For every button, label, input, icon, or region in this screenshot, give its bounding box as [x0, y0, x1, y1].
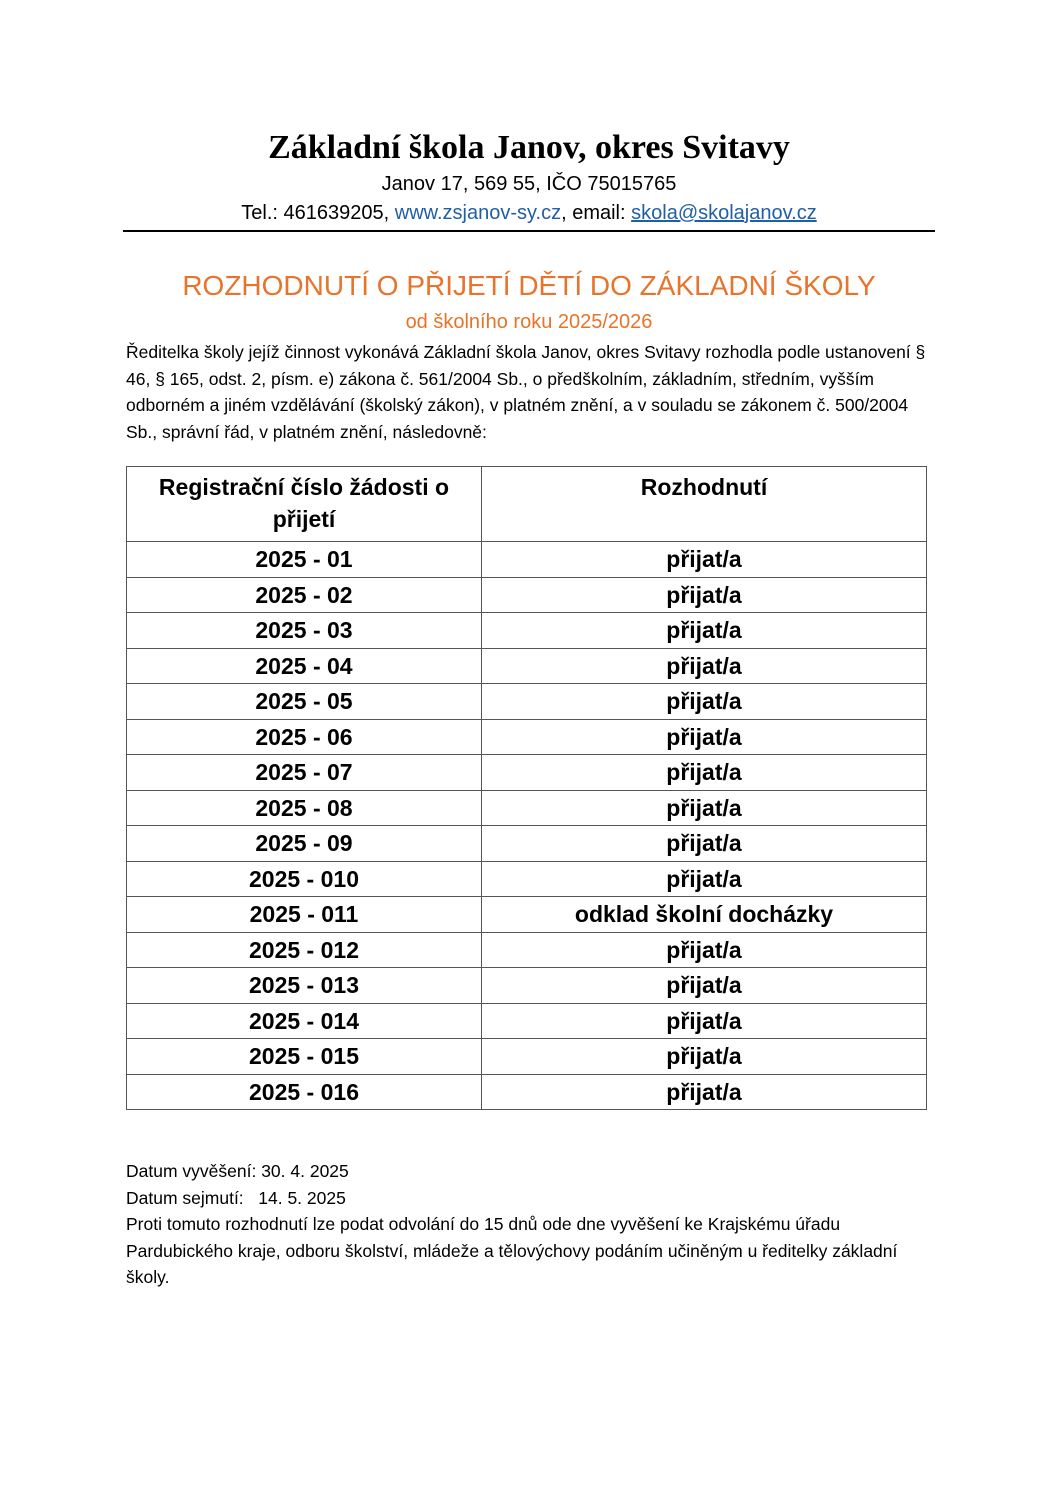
table-row — [127, 613, 927, 649]
decision-cell: přijat/a — [482, 648, 927, 684]
table-header-row — [127, 467, 927, 542]
table-row — [127, 577, 927, 613]
decision-cell: přijat/a — [482, 1003, 927, 1039]
table-row — [127, 648, 927, 684]
registration-number-cell: 2025 - 016 — [127, 1074, 482, 1110]
decision-cell: přijat/a — [482, 790, 927, 826]
table-row — [127, 1003, 927, 1039]
decision-cell: přijat/a — [482, 577, 927, 613]
decision-cell: odklad školní docházky — [482, 897, 927, 933]
registration-number-cell: 2025 - 012 — [127, 932, 482, 968]
table-row — [127, 542, 927, 578]
table-row — [127, 861, 927, 897]
registration-number-cell: 2025 - 02 — [127, 577, 482, 613]
email-link[interactable]: skola@skolajanov.cz — [631, 202, 817, 224]
table-row — [127, 719, 927, 755]
decision-cell: přijat/a — [482, 719, 927, 755]
registration-number-cell: 2025 - 010 — [127, 861, 482, 897]
decision-cell: přijat/a — [482, 1074, 927, 1110]
table-row — [127, 1039, 927, 1075]
contact-line — [0, 199, 1058, 227]
decision-cell: přijat/a — [482, 1039, 927, 1075]
school-name: Základní škola Janov, okres Svitavy — [268, 129, 790, 166]
phone-text: Tel.: 461639205, — [241, 202, 395, 224]
registration-number-cell: 2025 - 013 — [127, 968, 482, 1004]
header-divider — [123, 230, 935, 232]
column-header-registration: Registrační číslo žádosti o přijetí — [127, 467, 482, 542]
table-body — [127, 542, 927, 1110]
decision-cell: přijat/a — [482, 755, 927, 791]
decision-cell: přijat/a — [482, 826, 927, 862]
column-header-decision: Rozhodnutí — [482, 467, 927, 542]
table-row — [127, 684, 927, 720]
footer — [126, 1158, 936, 1291]
registration-number-cell: 2025 - 011 — [127, 897, 482, 933]
registration-number-cell: 2025 - 04 — [127, 648, 482, 684]
school-address: Janov 17, 569 55, IČO 75015765 — [381, 173, 677, 195]
registration-number-cell: 2025 - 07 — [127, 755, 482, 791]
website-link[interactable]: www.zsjanov-sy.cz — [394, 202, 562, 224]
registration-number-cell: 2025 - 03 — [127, 613, 482, 649]
table-row — [127, 1074, 927, 1110]
document-title: ROZHODNUTÍ O PŘIJETÍ DĚTÍ DO ZÁKLADNÍ ŠKOLY — [182, 270, 876, 301]
table-row — [127, 826, 927, 862]
table-row — [127, 755, 927, 791]
document-subtitle: od školního roku 2025/2026 — [405, 311, 653, 333]
appeal-note: Proti tomuto rozhodnutí lze podat odvolání do 15 dnů ode dne vyvěšení ke Krajskému úřadu Pardubického kraje, odboru školství, mládeže a tělovýchovy podáním učiněným u ředitelky základní školy. — [126, 1214, 898, 1287]
removal-date: Datum sejmutí: 14. 5. 2025 — [126, 1187, 346, 1208]
registration-number-cell: 2025 - 014 — [127, 1003, 482, 1039]
registration-number-cell: 2025 - 06 — [127, 719, 482, 755]
decision-cell: přijat/a — [482, 542, 927, 578]
registration-number-cell: 2025 - 09 — [127, 826, 482, 862]
registration-number-cell: 2025 - 01 — [127, 542, 482, 578]
decision-cell: přijat/a — [482, 861, 927, 897]
table-row — [127, 897, 927, 933]
decision-cell: přijat/a — [482, 932, 927, 968]
table-row — [127, 968, 927, 1004]
registration-number-cell: 2025 - 05 — [127, 684, 482, 720]
table-row — [127, 790, 927, 826]
decision-cell: přijat/a — [482, 613, 927, 649]
email-label: , email: — [561, 202, 632, 224]
intro-paragraph: Ředitelka školy jejíž činnost vykonává Základní škola Janov, okres Svitavy rozhodla podle ustanovení § 46, § 165, odst. 2, písm. e) zákona č. 561/2004 Sb., o předškolním, základním, středním, vyšším odborném a jiném vzdělávání (školský zákon), v platném znění, a v souladu se zákonem č. 500/2004 Sb., správní řád, v platném znění, následovně: — [126, 342, 926, 442]
registration-number-cell: 2025 - 08 — [127, 790, 482, 826]
registration-number-cell: 2025 - 015 — [127, 1039, 482, 1075]
decision-cell: přijat/a — [482, 968, 927, 1004]
decisions-table — [126, 466, 927, 1110]
posted-date: Datum vyvěšení: 30. 4. 2025 — [126, 1161, 349, 1181]
table-row — [127, 932, 927, 968]
decision-cell: přijat/a — [482, 684, 927, 720]
